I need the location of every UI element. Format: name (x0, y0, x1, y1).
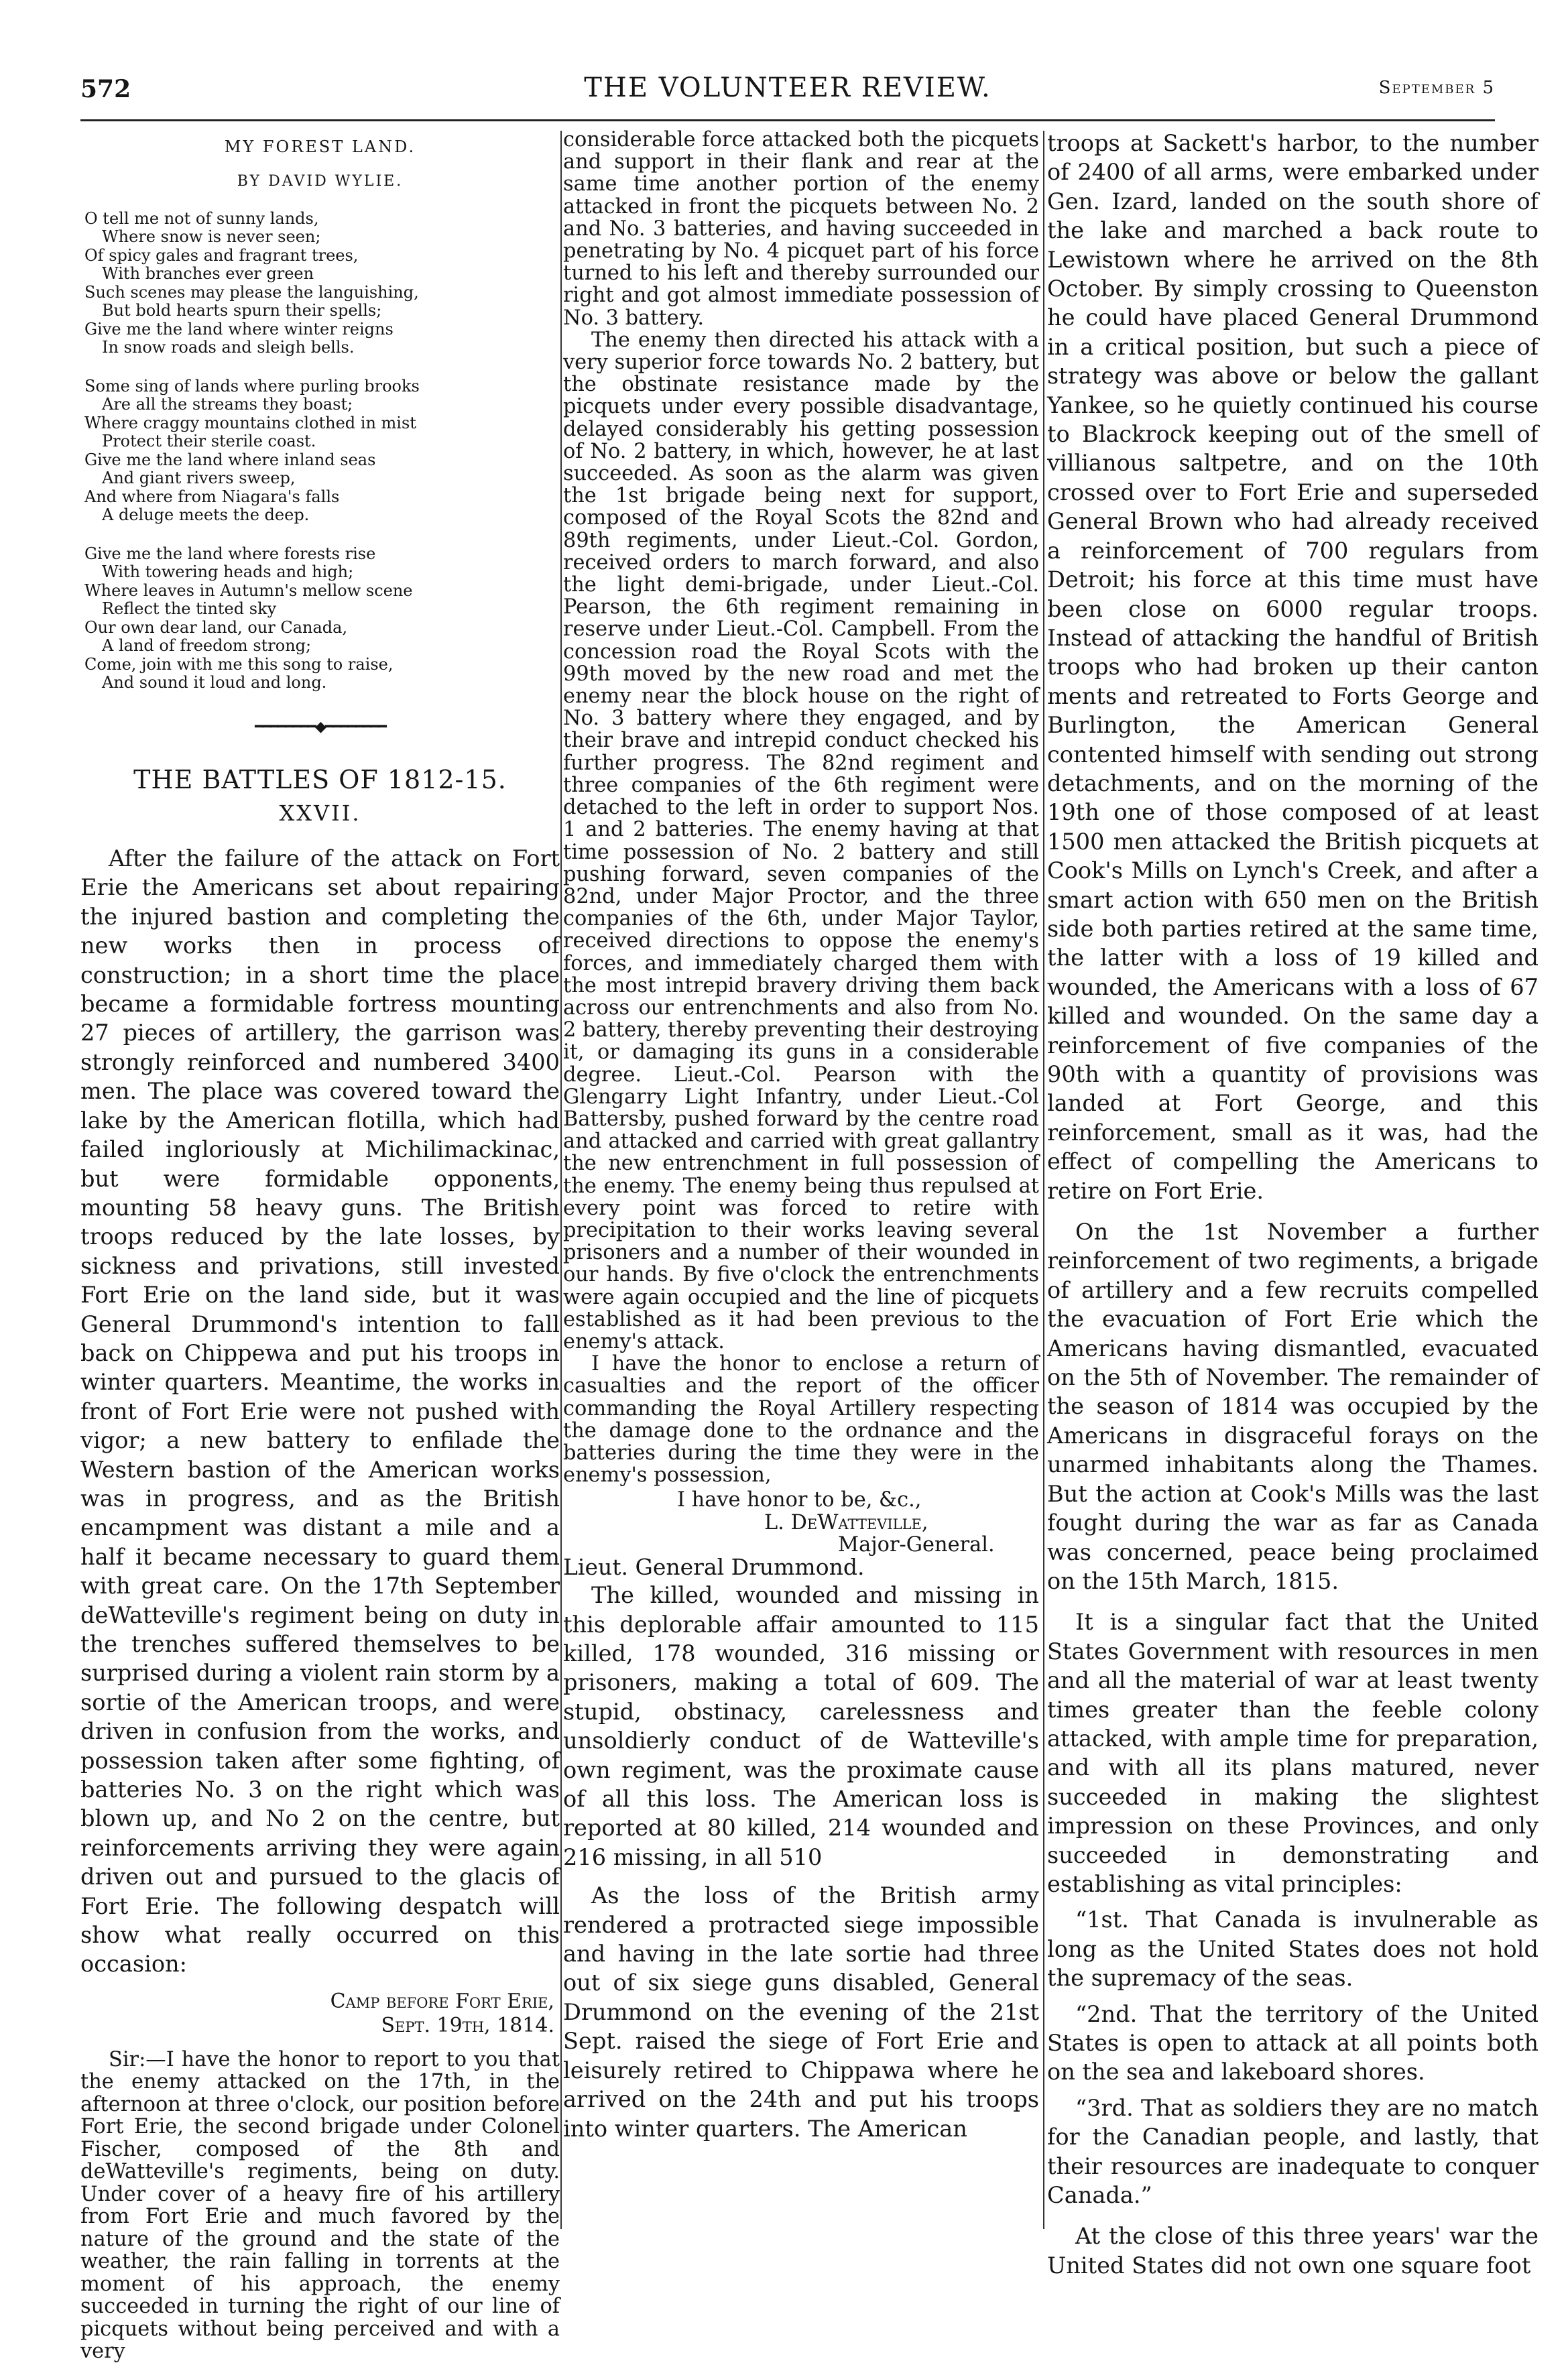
page-header (80, 67, 1495, 114)
page-number: 572 (80, 75, 131, 103)
quoted-principle: “1st. That Canada is invulnerable as long as the United States does not hold the supremacy of the seas. (1047, 1906, 1539, 1992)
poem-line: With towering heads and high; (102, 562, 354, 582)
column-divider (560, 131, 562, 2229)
letter-signer: L. DeWatteville, (764, 1510, 928, 1534)
poem-line: With branches ever green (102, 264, 314, 284)
poem-line: Come, join with me this song to raise, (84, 654, 394, 674)
poem-line: But bold hearts spurn their spells; (102, 301, 382, 320)
quoted-principle: “2nd. That the territory of the United States is open to attack at all points both on the sea and lakeboard shores. (1047, 2000, 1539, 2085)
poem-line: In snow roads and sleigh bells. (102, 338, 355, 357)
letter-closing: I have honor to be, &c., (677, 1488, 922, 1512)
poem-line: Such scenes may please the languishing, (84, 282, 419, 302)
article-paragraph: It is a singular fact that the United States Government with resources in men and all the material of war at least twenty times greater than the feeble colony attacked, with ample time for preparation, and with all its plans matured, never succeeded in making the slightest impression on these Provinces, and only succeeded in demonstrating and establishing as vital principles: (1047, 1609, 1539, 1897)
poem-line: Give me the land where winter reigns (84, 319, 394, 339)
article-paragraph: As the loss of the British army rendered a protracted siege impossible and having in the late sortie had three out of six siege guns disabled, General Drummond on the evening of the 21st Sept. raised the siege of Fort Erie and leisurely retired to Chippawa where he arrived on the 24th and put his troops into winter quarters. The American (563, 1882, 1039, 2142)
letter-body (80, 2049, 560, 2363)
poem-line: Reflect the tinted sky (102, 599, 277, 619)
letter-addressee: Lieut. General Drummond. (563, 1554, 865, 1580)
letter-paragraph: I have the honor to enclose a return of casualties and the report of the officer commanding the Royal Artillery respecting the damage done to the ordnance and the batteries during the time they were in the enemy's possession, (563, 1352, 1039, 1488)
poem-line: A land of freedom strong; (102, 636, 312, 656)
article-paragraph: After the failure of the attack on Fort Erie the Americans set about repairing the injured bastion and completing the new works then in process of construction; in a short time the place became a formidable fortress mounting 27 pieces of artillery, the garrison was strongly reinforced and numbered 3400 men. The place was covered toward the lake by the American flotilla, which had failed ingloriously at Michilimackinac, but were formidable opponents, mounting 58 heavy guns. The British troops reduced by the late losses, by sickness and privations, still invested Fort Erie on the land side, but it was General Drummond's intention to fall back on Chippewa and put his troops in winter quarters. Meantime, the works in front of Fort Erie were not pushed with vigor; a new battery to enfilade the Western bastion of the American works was in progress, and as the British encampment was distant a mile and a half it became necessary to guard them with great care. On the 17th September deWatteville's regiment being on duty in the trenches suffered themselves to be surprised during a violent rain storm by a sortie of the American troops, and were driven in confusion from the works, and possession taken after some fighting, of batteries No. 3 on the right which was blown up, and No 2 on the centre, but reinforcements arriving they were again driven out and pursued to the glacis of Fort Erie. The following despatch will show what really occurred on this occasion: (80, 845, 560, 1978)
poem (80, 210, 560, 692)
poem-line: Where snow is never seen; (102, 227, 321, 247)
quoted-principle: “3rd. That as soldiers they are no match for the Canadian people, and lastly, that their resources are inadequate to conquer Canada.” (1047, 2094, 1539, 2209)
poem-line: And sound it loud and long. (102, 673, 327, 692)
poem-stanza (84, 545, 560, 692)
poem-line: Give me the land where inland seas (84, 450, 376, 469)
poem-line: Where craggy mountains clothed in mist (84, 413, 416, 432)
article-numeral: XXVII. (279, 800, 361, 826)
poem-line: And giant rivers sweep, (102, 469, 296, 488)
ornamental-separator: ━━━━━━━━◆━━━━━━━━ (255, 718, 385, 735)
letter-paragraph: considerable force attacked both the picquets and support in their flank and rear at the same time another portion of the enemy attacked in front the picquets between No. 2 and No. 3 batteries, and having succeeded in penetrating by No. 4 picquet part of his force turned to his left and thereby surrounded our right and got almost immediate possession of No. 3 battery. (563, 128, 1039, 330)
letter-heading (80, 1990, 554, 2038)
letter-paragraph: Sir:—I have the honor to report to you that the enemy attacked on the 17th, in the afternoon at three o'clock, our position before Fort Erie, the second brigade under Colonel Fischer, composed of the 8th and deWatteville's regiments, being on duty. Under cover of a heavy fire of his artillery from Fort Erie and much favored by the nature of the ground and the state of the weather, the rain falling in torrents at the moment of his approach, the enemy succeeded in turning the right of our line of picquets without being perceived and with a very (80, 2047, 560, 2363)
letter-signer-rank: Major-General. (838, 1532, 995, 1557)
poem-line: Protect their sterile coast. (102, 432, 316, 451)
poem-line: Are all the streams they boast; (102, 395, 353, 414)
poem-line: Of spicy gales and fragrant trees, (84, 245, 359, 265)
poem-stanza (84, 377, 560, 525)
column-2 (563, 129, 1039, 2220)
column-3 (1047, 129, 1539, 2279)
article-paragraph: troops at Sackett's harbor, to the number of 2400 of all arms, were embarked under Gen. Izard, landed on the south shore of the lake and marched a back route to Lewistown where he arrived on the 8th October. By simply crossing to Queenston he could have placed General Drummond in a critical position, but such a piece of strategy was above or below the gallant Yankee, so he quietly continued his course to Blackrock keeping out of the smell of villianous saltpetre, and on the 10th crossed over to Fort Erie and superseded General Brown who had already received a reinforcement of 700 regulars from Detroit; his force at this time must have been close on 6000 regular troops. Instead of attacking the handful of British troops who had broken up their canton ments and retreated to Forts George and Burlington, the American General contented himself with sending out strong detachments, and on the morning of the 19th one of those composed of at least 1500 men attacked the British picquets at Cook's Mills on Lynch's Creek, and after a smart action with 650 men on the British side both parties retired at the same time, the latter with a loss of 19 killed and wounded, the Americans with a loss of 67 killed and wounded. On the same day a reinforcement of five companies of the 90th with a quantity of provisions was landed at Fort George, and this reinforcement, small as it was, had the effect of compelling the Americans to retire on Fort Erie. (1047, 130, 1539, 1204)
poem-title: MY FOREST LAND. (224, 137, 416, 156)
letter-signature (563, 1489, 1039, 1578)
letter-paragraph: The enemy then directed his attack with a very superior force towards No. 2 battery, but the obstinate resistance made by the picquets under every possible disadvantage, delayed considerably his getting possession of No. 2 battery, in which, however, he at last succeeded. As soon as the alarm was given the 1st brigade being next for support, composed of the Royal Scots the 82nd and 89th regiments, under Lieut.-Col. Gordon, received orders to march forward, and also the light demi-brigade, under Lieut.-Col. Pearson, the 6th regiment remaining in reserve under Lieut.-Col. Campbell. From the concession road the Royal Scots with the 99th moved by the new road and met the enemy near the block house on the right of No. 3 battery where they engaged, and by their brave and intrepid conduct checked his further progress. The 82nd regiment and three companies of the 6th regiment were detached to the left in order to support Nos. 1 and 2 batteries. The enemy having at that time possession of No. 2 battery and still pushing forward, seven companies of the 82nd, under Major Proctor, and the three companies of the 6th, under Major Taylor, received directions to oppose the enemy's forces, and immediately charged them with the most intrepid bravery driving them back across our entrenchments and also from No. 2 battery, thereby preventing their destroying it, or damaging its guns in a considerable degree. Lieut.-Col. Pearson with the Glengarry Light Infantry, under Lieut.-Col Battersby, pushed forward by the centre road and attacked and carried with great gallantry the new entrenchment in full possession of the enemy. The enemy being thus repulsed at every point was forced to retire with precipitation to their works leaving several prisoners and a number of their wounded in our hands. By five o'clock the entrenchments were again occupied and the line of picquets established as it had been previous to the enemy's attack. (563, 328, 1039, 1353)
running-title: THE VOLUNTEER REVIEW. (584, 72, 991, 103)
article-paragraph: At the close of this three years' war the United States did not own one square foot (1047, 2223, 1539, 2279)
poem-line: And where from Niagara's falls (84, 487, 340, 506)
letter-date: Sept. 19th, 1814. (381, 2013, 554, 2037)
header-rule (80, 119, 1495, 121)
poem-line: A deluge meets the deep. (102, 505, 310, 525)
article-paragraph: The killed, wounded and missing in this deplorable affair amounted to 115 killed, 178 wounded, 316 missing or prisoners, making a total of 609. The stupid, obstinacy, carelessness and unsoldierly conduct of de Watteville's own regiment, was the proximate cause of all this loss. The American loss is reported at 80 killed, 214 wounded and 216 missing, in all 510 (563, 1582, 1039, 1870)
poem-stanza (84, 210, 560, 357)
poem-line: Where leaves in Autumn's mellow scene (84, 581, 413, 600)
article-continuation (563, 1581, 1039, 2143)
poem-line: Our own dear land, our Canada, (84, 617, 348, 637)
poem-author: BY DAVID WYLIE. (237, 173, 404, 190)
column-1 (80, 129, 560, 2363)
poem-line: Some sing of lands where purling brooks (84, 376, 420, 396)
column-divider (1043, 131, 1044, 2229)
article-title: THE BATTLES OF 1812-15. (133, 765, 507, 795)
letter-place: Camp before Fort Erie, (330, 1989, 554, 2013)
article-paragraph: On the 1st November a further reinforcement of two regiments, a brigade of artillery and a few recruits compelled the evacuation of Fort Erie which the Americans having dismantled, evacuated on the 5th of November. The remainder of the season of 1814 was occupied by the Americans in disgraceful forays on the unarmed inhabitants along the Thames. But the action at Cook's Mills was the last fought during the war as far as Canada was concerned, peace being proclaimed on the 15th March, 1815. (1047, 1219, 1539, 1594)
running-date: September 5 (1378, 78, 1495, 98)
poem-line: Give me the land where forests rise (84, 544, 376, 563)
poem-line: O tell me not of sunny lands, (84, 208, 319, 228)
